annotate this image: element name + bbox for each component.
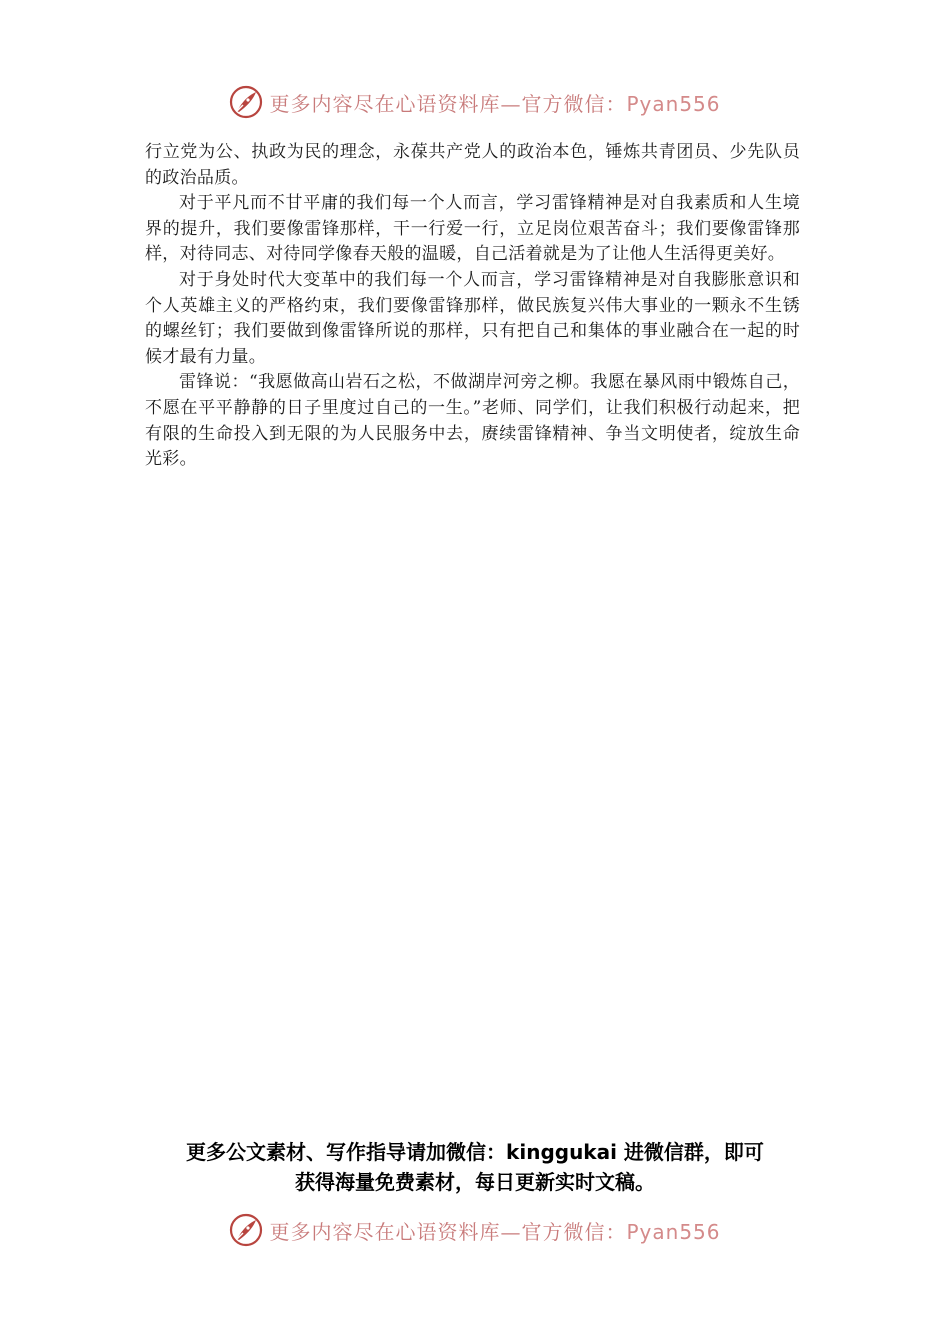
- footer-note-line-1: 更多公文素材、写作指导请加微信：kinggukai 进微信群，即可: [186, 1140, 764, 1164]
- pen-nib-logo-icon: [229, 1213, 263, 1247]
- paragraph-2: 对于平凡而不甘平庸的我们每一个人而言，学习雷锋精神是对自我素质和人生境界的提升，我们要像雷锋那样，干一行爱一行，立足岗位艰苦奋斗；我们要像雷锋那样，对待同志、对待同学像春天般的温暖，自己活着就是为了让他人生活得更美好。: [145, 193, 800, 265]
- banner-label: 更多内容尽在心语资料库—官方微信：: [269, 91, 627, 116]
- document-body: [145, 140, 800, 473]
- footer-note-line-2: 获得海量免费素材，每日更新实时文稿。: [295, 1170, 655, 1194]
- header-banner: [0, 82, 950, 122]
- footer-banner: [0, 1210, 950, 1250]
- banner-text: [269, 88, 720, 117]
- pen-nib-logo-icon: [229, 85, 263, 119]
- paragraph-1: 行立党为公、执政为民的理念，永葆共产党人的政治本色，锤炼共青团员、少先队员的政治品质。: [145, 142, 800, 188]
- paragraph-4: 雷锋说：“我愿做高山岩石之松，不做湖岸河旁之柳。我愿在暴风雨中锻炼自己，不愿在平平静静的日子里度过自己的一生。”老师、同学们，让我们积极行动起来，把有限的生命投入到无限的为人民服务中去，赓续雷锋精神、争当文明使者，绽放生命光彩。: [145, 372, 800, 470]
- wechat-id: Pyan556: [626, 91, 721, 116]
- paragraph-3: 对于身处时代大变革中的我们每一个人而言，学习雷锋精神是对自我膨胀意识和个人英雄主义的严格约束，我们要像雷锋那样，做民族复兴伟大事业的一颗永不生锈的螺丝钉；我们要做到像雷锋所说的那样，只有把自己和集体的事业融合在一起的时候才最有力量。: [145, 269, 800, 367]
- banner-label: 更多内容尽在心语资料库—官方微信：: [269, 1219, 627, 1244]
- banner-text: [269, 1216, 720, 1245]
- footer-promo-note: [140, 1137, 810, 1197]
- wechat-id: Pyan556: [626, 1219, 721, 1244]
